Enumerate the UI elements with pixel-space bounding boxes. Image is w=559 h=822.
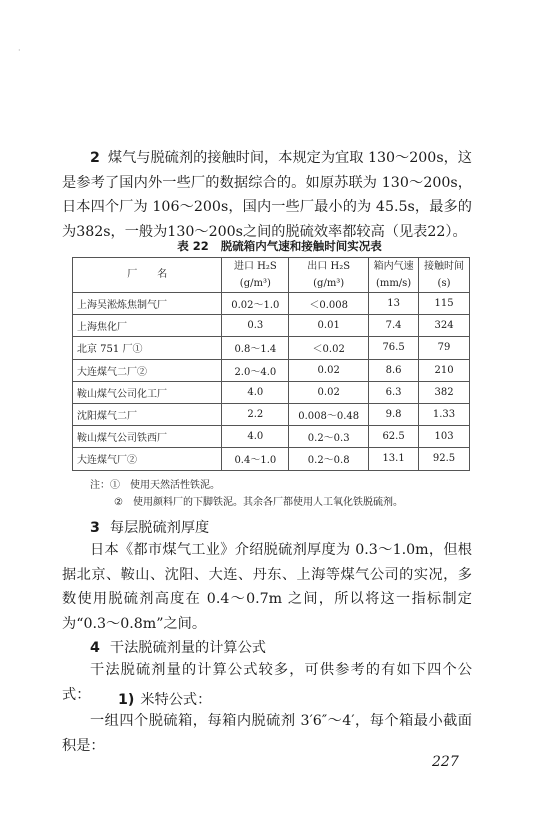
section-4-number: 4 (90, 640, 100, 656)
section-4-paragraph-2 (62, 709, 472, 758)
section-4-text: 干法脱硫剂量的计算公式较多，可供参考的有如下四个公式： (62, 662, 472, 703)
header-inlet-unit: (g/m³) (222, 275, 289, 293)
section-2-text: 煤气与脱硫剂的接触时间，本规定为宜取 130～200s，这是参考了国内外一些厂的数据综合的。如原苏联为 130～200s，日本四个厂为 106～200s，国内一些厂最小的为 45.5s，最多的为382s，一般为130～200s之间的脱硫效率都较高（见表22）。 (62, 150, 472, 240)
cell-outlet: 0.02 (289, 359, 369, 381)
table-row (73, 359, 470, 381)
table-row (73, 426, 470, 448)
header-factory: 厂 名 (73, 258, 222, 293)
cell-time: 115 (419, 293, 470, 315)
formula-1-number: 1) (118, 692, 135, 708)
cell-inlet: 2.0～4.0 (222, 359, 289, 381)
section-3-paragraph (62, 538, 472, 636)
cell-factory: 上海焦化厂 (73, 315, 222, 337)
cell-outlet: ＜0.02 (289, 337, 369, 359)
margin-mark: · (18, 46, 21, 55)
cell-factory: 上海吴淞炼焦制气厂 (73, 293, 222, 315)
formula-1-title: 米特公式： (140, 692, 212, 708)
table-row (73, 403, 470, 425)
table-row (73, 293, 470, 315)
section-2-paragraph (62, 146, 472, 244)
cell-outlet: 0.01 (289, 315, 369, 337)
cell-outlet: 0.02 (289, 381, 369, 403)
cell-factory: 大连煤气二厂② (73, 359, 222, 381)
cell-speed: 6.3 (369, 381, 419, 403)
note-1-text: 使用天然活性铁泥。 (130, 480, 220, 491)
header-speed: 箱内气速 (369, 258, 419, 276)
cell-time: 324 (419, 315, 470, 337)
cell-factory: 沈阳煤气二厂 (73, 403, 222, 425)
cell-speed: 13.1 (369, 448, 419, 470)
cell-speed: 13 (369, 293, 419, 315)
cell-inlet: 0.8～1.4 (222, 337, 289, 359)
cell-outlet: 0.2～0.8 (289, 448, 369, 470)
cell-factory: 北京 751 厂① (73, 337, 222, 359)
cell-outlet: ＜0.008 (289, 293, 369, 315)
table-note-2 (114, 493, 417, 508)
table-row (73, 315, 470, 337)
header-outlet-unit: (g/m³) (289, 275, 369, 293)
cell-speed: 7.4 (369, 315, 419, 337)
header-speed-unit: (mm/s) (369, 275, 419, 293)
cell-time: 92.5 (419, 448, 470, 470)
section-3-title: 每层脱硫剂厚度 (109, 520, 210, 536)
header-inlet: 进口 H₂S (222, 258, 289, 276)
section-3-heading (90, 517, 209, 537)
table-caption (0, 238, 559, 254)
cell-speed: 8.6 (369, 359, 419, 381)
cell-outlet: 0.008～0.48 (289, 403, 369, 425)
cell-outlet: 0.2～0.3 (289, 426, 369, 448)
table-header-row (73, 258, 470, 276)
cell-factory: 鞍山煤气公司化工厂 (73, 381, 222, 403)
section-3-number: 3 (90, 520, 100, 536)
contact-time-table (72, 257, 470, 471)
cell-inlet: 0.4～1.0 (222, 448, 289, 470)
table-note-1 (90, 476, 234, 491)
table-row (73, 337, 470, 359)
formula-1-heading (118, 689, 211, 709)
note-label: 注：① (90, 480, 120, 491)
header-outlet: 出口 H₂S (289, 258, 369, 276)
section-3-text: 日本《都市煤气工业》介绍脱硫剂厚度为 0.3～1.0m，但根据北京、鞍山、沈阳、大连、丹东、上海等煤气公司的实况，多数使用脱硫剂高度在 0.4～0.7m 之间，所以将这一指标制定为“0.3～0.8m”之间。 (62, 542, 472, 632)
table-caption-text: 脱硫箱内气速和接触时间实况表 (220, 239, 382, 253)
cell-factory: 大连煤气厂② (73, 448, 222, 470)
note-2-text: 使用颜料厂的下脚铁泥。其余各厂都使用人工氧化铁脱硫剂。 (132, 497, 403, 508)
cell-factory: 鞍山煤气公司铁西厂 (73, 426, 222, 448)
cell-speed: 62.5 (369, 426, 419, 448)
section-4-title: 干法脱硫剂量的计算公式 (109, 640, 266, 656)
table-caption-number: 表 22 (177, 239, 209, 253)
cell-time: 1.33 (419, 403, 470, 425)
section-2-number: 2 (90, 150, 100, 166)
cell-time: 210 (419, 359, 470, 381)
header-time: 接触时间 (419, 258, 470, 276)
table-row (73, 448, 470, 470)
section-4-heading (90, 637, 266, 657)
cell-inlet: 0.02～1.0 (222, 293, 289, 315)
cell-inlet: 4.0 (222, 381, 289, 403)
cell-speed: 76.5 (369, 337, 419, 359)
cell-inlet: 0.3 (222, 315, 289, 337)
cell-time: 103 (419, 426, 470, 448)
cell-inlet: 2.2 (222, 403, 289, 425)
cell-speed: 9.8 (369, 403, 419, 425)
cell-time: 79 (419, 337, 470, 359)
note-2-mark: ② (114, 497, 123, 508)
table-row (73, 381, 470, 403)
cell-inlet: 4.0 (222, 426, 289, 448)
page-number: 227 (432, 754, 459, 770)
header-time-unit: (s) (419, 275, 470, 293)
cell-time: 382 (419, 381, 470, 403)
section-4-text-2: 一组四个脱硫箱，每箱内脱硫剂 3′6″～4′，每个箱最小截面积是： (62, 713, 472, 754)
